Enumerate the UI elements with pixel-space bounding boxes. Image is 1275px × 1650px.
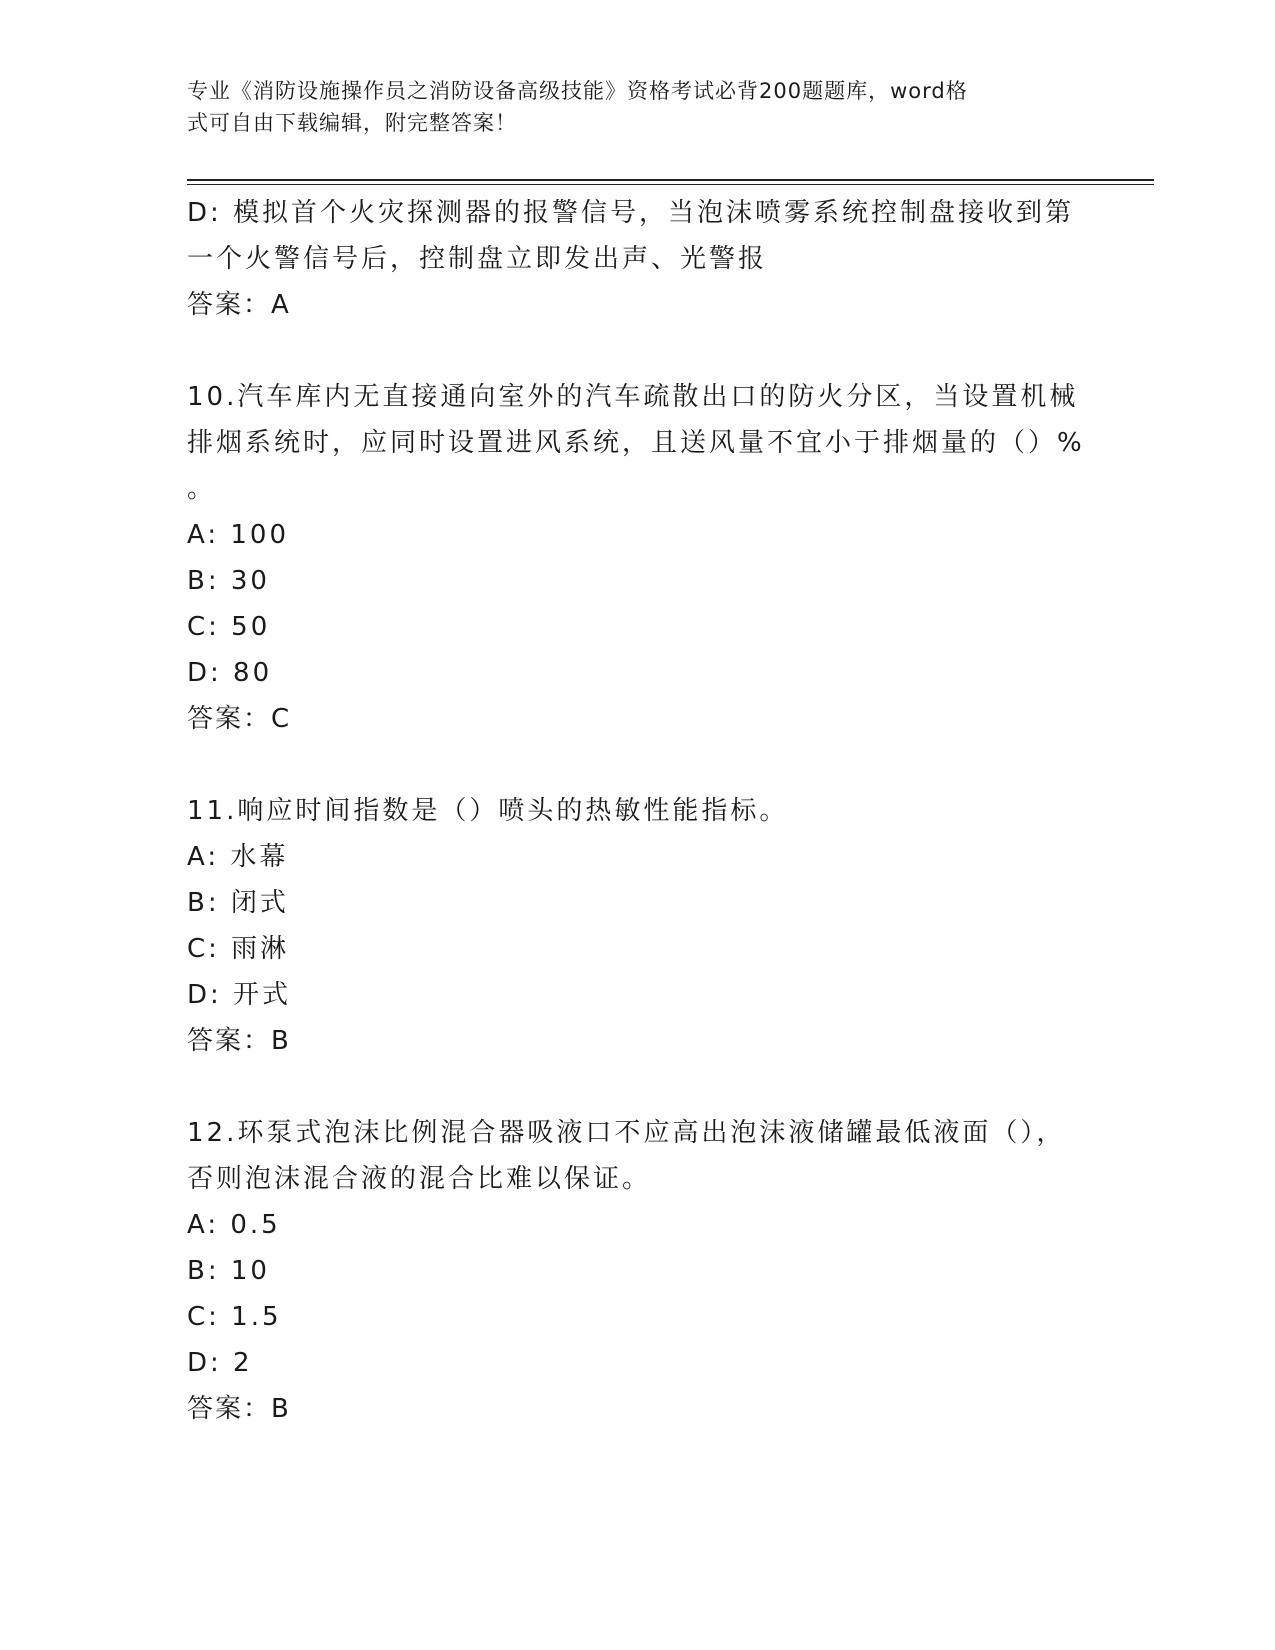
question-text-line-2: 排烟系统时，应同时设置进风系统，且送风量不宜小于排烟量的（）% xyxy=(187,428,1085,458)
spacer xyxy=(187,328,1087,374)
question-text-line-3: 。 xyxy=(187,474,217,504)
option-b: B: 30 xyxy=(187,566,270,596)
header-divider-thin xyxy=(187,184,1154,185)
option-d: D: 80 xyxy=(187,658,273,688)
question-text-line-2: 否则泡沫混合液的混合比难以保证。 xyxy=(187,1164,652,1194)
option-d: D: 2 xyxy=(187,1348,253,1378)
answer-line: 答案：A xyxy=(187,290,291,320)
spacer xyxy=(187,1064,1087,1110)
answer-line: 答案：B xyxy=(187,1026,291,1056)
option-d: D: 开式 xyxy=(187,980,292,1010)
option-b: B: 闭式 xyxy=(187,888,289,918)
header-line-2: 式可自由下载编辑，附完整答案！ xyxy=(187,111,517,135)
option-c: C: 雨淋 xyxy=(187,934,290,964)
previous-question-tail xyxy=(187,190,1087,328)
option-a: A: 0.5 xyxy=(187,1210,281,1240)
header-line-1: 专业《消防设施操作员之消防设备高级技能》资格考试必背200题题库，word格 xyxy=(187,79,968,103)
option-b: B: 10 xyxy=(187,1256,270,1286)
question-text-line-1: 11.响应时间指数是（）喷头的热敏性能指标。 xyxy=(187,796,789,826)
question-text-line-1: 10.汽车库内无直接通向室外的汽车疏散出口的防火分区，当设置机械 xyxy=(187,382,1079,412)
header-divider-thick xyxy=(187,179,1154,181)
question-text-line-1: 12.环泵式泡沫比例混合器吸液口不应高出泡沫液储罐最低液面（）， xyxy=(187,1118,1066,1148)
option-d-line-2: 一个火警信号后，控制盘立即发出声、光警报 xyxy=(187,244,768,274)
question-11 xyxy=(187,788,1087,1064)
answer-line: 答案：B xyxy=(187,1394,291,1424)
question-list xyxy=(187,190,1087,1432)
option-c: C: 50 xyxy=(187,612,271,642)
question-12 xyxy=(187,1110,1087,1432)
answer-line: 答案：C xyxy=(187,704,292,734)
option-a: A: 100 xyxy=(187,520,289,550)
document-header xyxy=(187,75,1087,139)
option-c: C: 1.5 xyxy=(187,1302,282,1332)
option-d-line-1: D: 模拟首个火灾探测器的报警信号，当泡沫喷雾系统控制盘接收到第 xyxy=(187,198,1075,228)
question-10 xyxy=(187,374,1087,742)
spacer xyxy=(187,742,1087,788)
option-a: A: 水幕 xyxy=(187,842,289,872)
